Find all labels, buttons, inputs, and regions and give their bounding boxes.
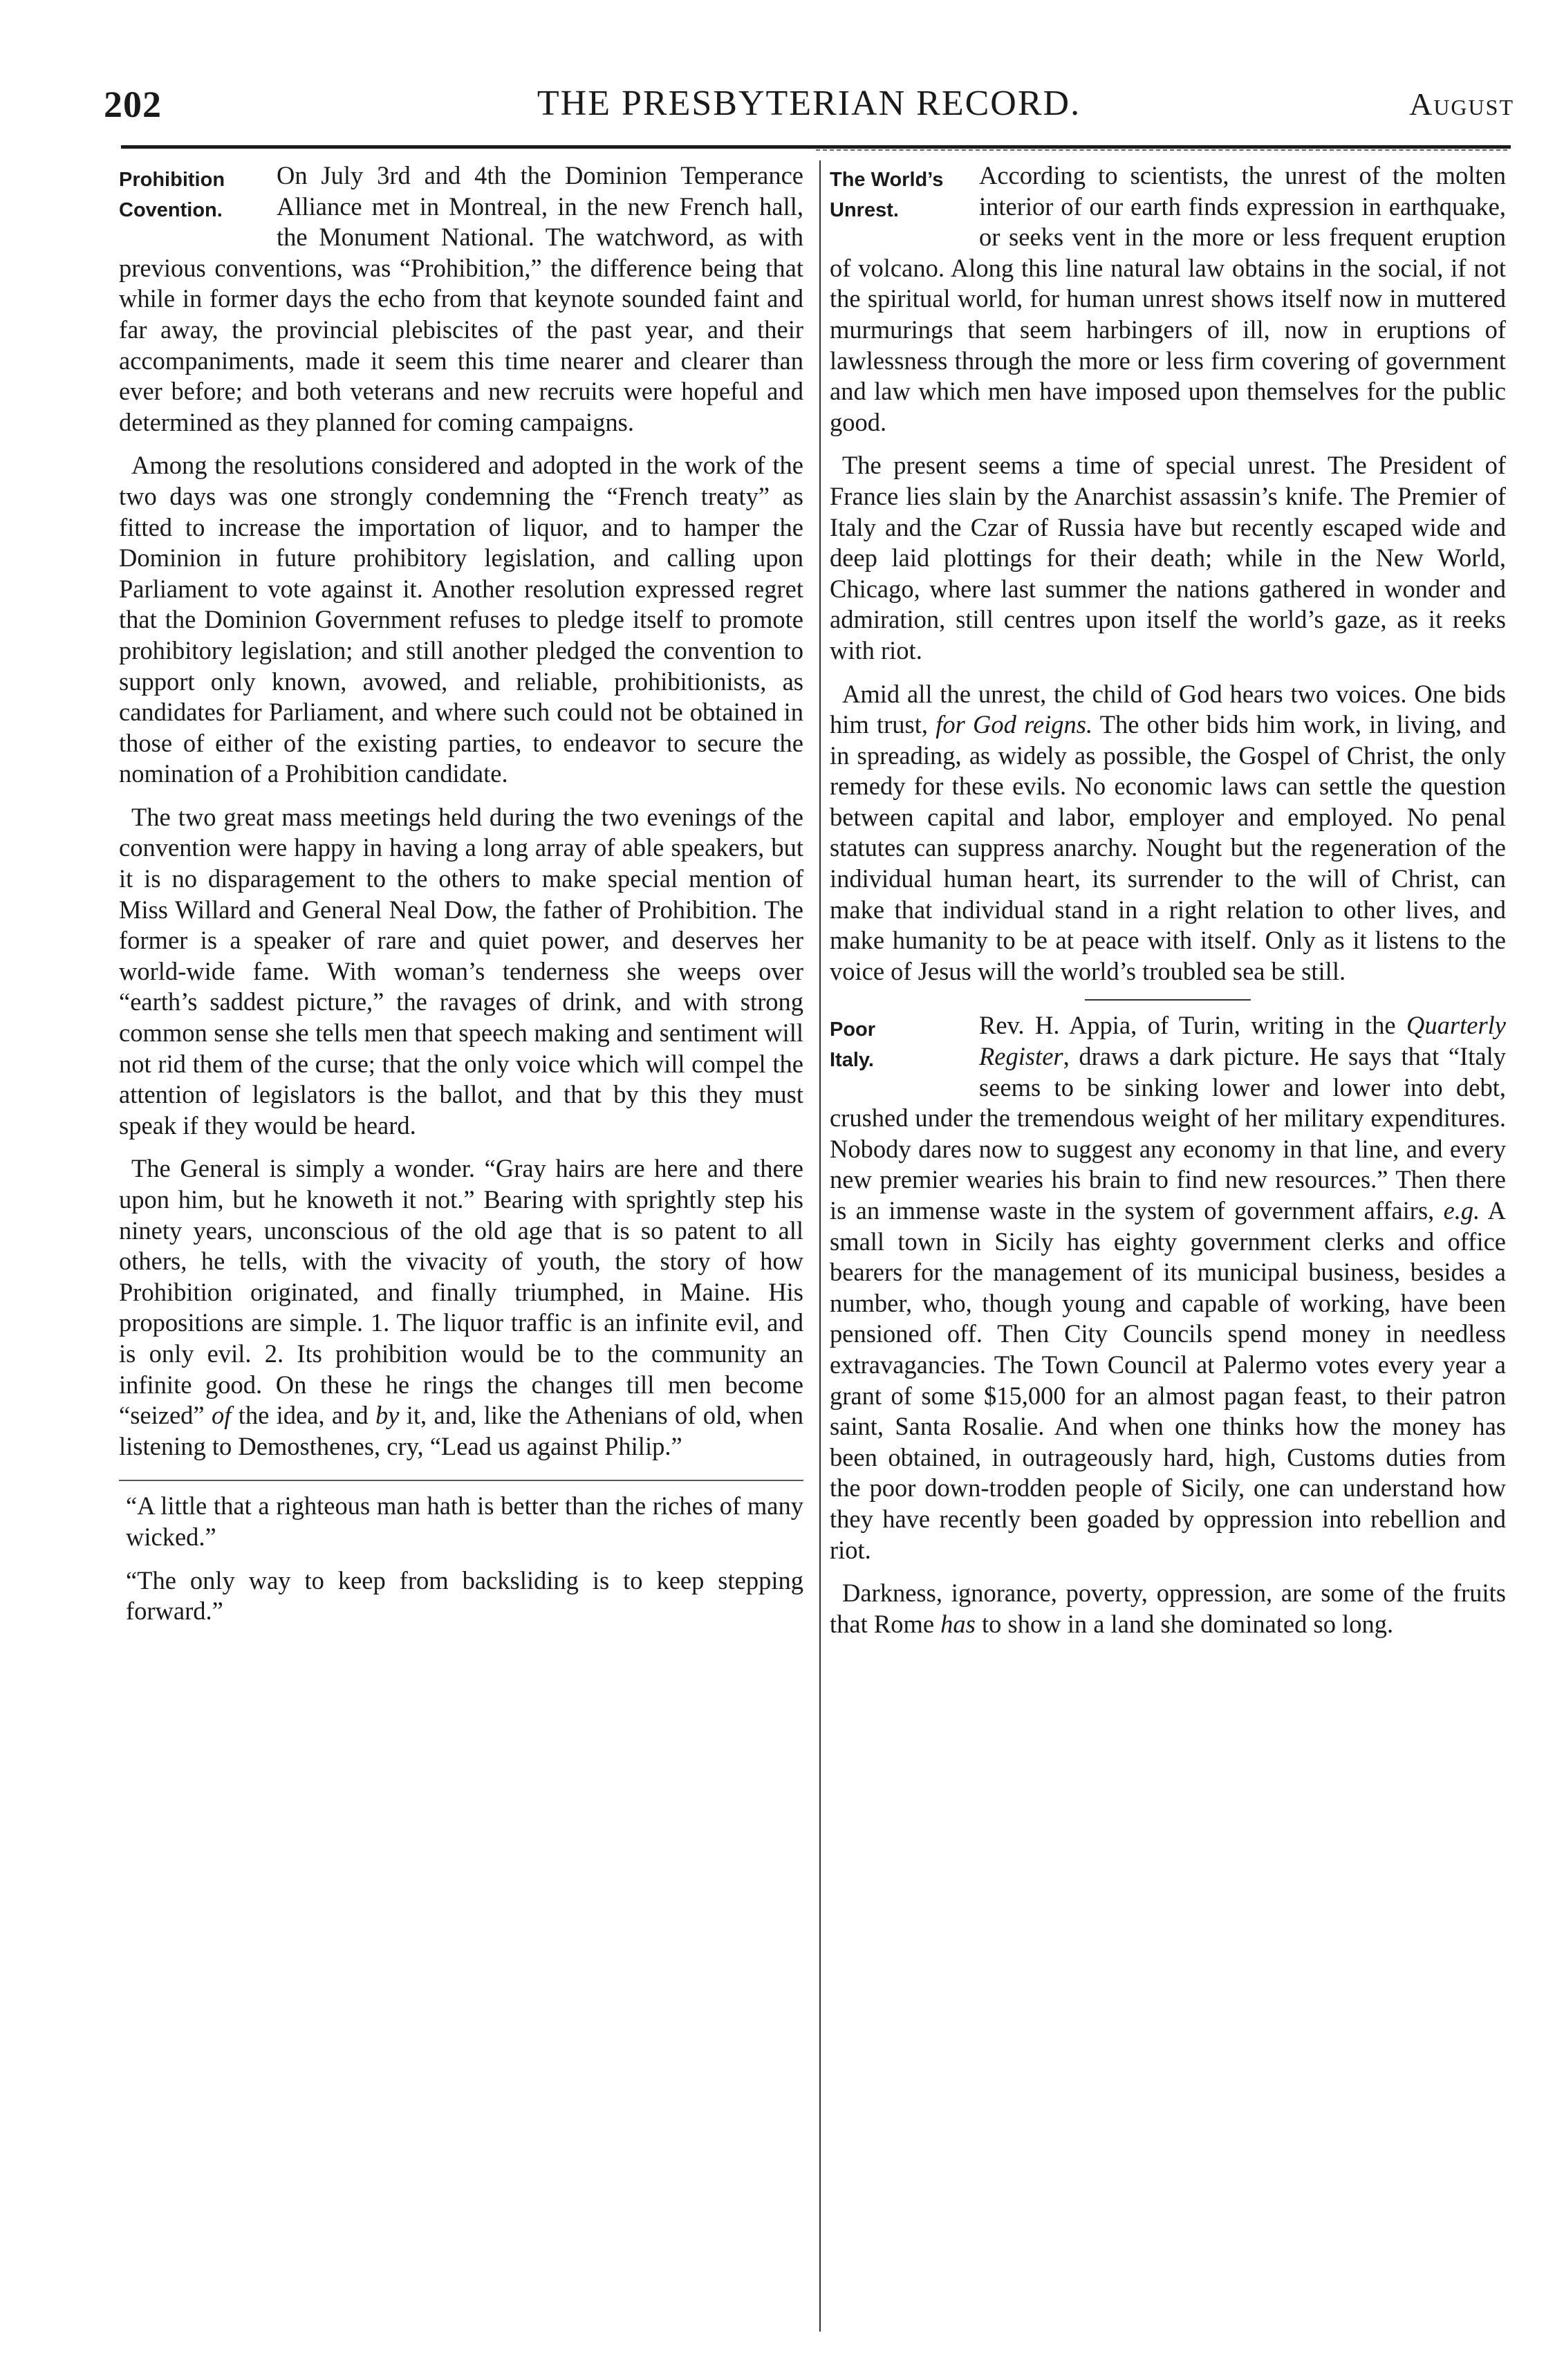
paragraph-general <box>119 1153 803 1462</box>
side-heading-line: The World’s <box>830 169 944 191</box>
quote: “A little that a righteous man hath is better than the riches of many wicked.” <box>126 1491 803 1551</box>
emphasis: Quarterly Register <box>979 1011 1506 1071</box>
text-run: , draws a dark picture. He says that “Italy seems to be sinking lower and lower into debt, crushed under the tremendous weight of her military expenditures. Nobody dares now to suggest any economy in that line, and every new premier wearies his brain to find new resources.” Then there is an immense waste in the system of government affairs, <box>830 1042 1506 1225</box>
right-column <box>830 160 1506 1652</box>
article-worlds-unrest <box>830 160 1506 987</box>
text-run: Darkness, ignorance, poverty, oppression, are some of the fruits that Rome <box>830 1579 1506 1638</box>
side-heading-line: Covention. <box>119 199 223 221</box>
emphasis: has <box>940 1609 976 1638</box>
journal-title: THE PRESBYTERIAN RECORD. <box>537 84 1081 123</box>
text-run: The General is simply a wonder. “Gray hairs are here and there upon him, but he knoweth it not.” Bearing with sprightly step his ninety years, unconscious of the old age that is so patent to all others, he tells, with the vivacity of youth, the story of how Prohibition originated, and finally triumphed, in Maine. His propositions are simple. 1. The liquor traffic is an infinite evil, and is only evil. 2. Its prohibition would be to the community an infinite good. On these he rings the changes till men become “seized” <box>119 1154 803 1430</box>
side-heading-poor-italy <box>830 1014 972 1075</box>
text-run: The other bids him work, in living, and in spreading, as widely as possible, the Gospel of Christ, the only remedy for these evils. No economic laws can settle the question between capital and labor, employer and employed. No penal statutes can suppress anarchy. Nought but the regeneration of the individual human heart, its surrender to the will of Christ, can make that individual stand in a right relation to other lives, and make humanity to be at peace with itself. Only as it listens to the voice of Jesus will the world’s troubled sea be still. <box>830 710 1506 985</box>
text-run: Amid all the unrest, the child of God hears two voices. One bids him trust, <box>830 679 1506 739</box>
side-heading-line: Italy. <box>830 1049 874 1072</box>
emphasis: for God reigns. <box>935 710 1093 739</box>
left-column <box>119 160 803 1639</box>
paragraph <box>830 1010 1506 1565</box>
side-heading-line: Unrest. <box>830 199 899 221</box>
paragraph: According to scientists, the unrest of the molten interior of our earth finds expression in earthquake, or seeks vent in the more or less frequent eruption of volcano. Along this line natural law obtains in the social, if not the spiritual world, for human unrest shows itself now in muttered murmurings that seem harbingers of ill, now in eruptions of lawlessness through the more or less firm covering of government and law which men have imposed upon themselves for the public good. <box>830 161 1506 436</box>
text-run: A small town in Sicily has eighty government clerks and office bearers for the management of its municipal business, besides a number, who, though young and capable of working, have been pensioned off. Then City Councils spend money in needless extravagancies. The Town Council at Palermo votes every year a grant of some $15,000 for an almost pagan feast, to their patron saint, Santa Rosalie. And when one thinks how the money has been obtained, in outrageously hard, high, Customs duties from the poor down-trodden people of Sicily, one can understand how they have recently been goaded by oppression into rebellion and riot. <box>830 1196 1506 1564</box>
issue-month: August <box>1409 86 1514 122</box>
header-rule <box>121 145 1511 149</box>
page-number: 202 <box>104 84 162 125</box>
paragraph <box>830 1578 1506 1639</box>
paragraph <box>830 679 1506 987</box>
section-divider <box>1085 999 1251 1001</box>
article-prohibition-convention <box>119 160 803 1462</box>
side-heading-worlds-unrest <box>830 165 972 225</box>
quote-divider <box>119 1480 803 1481</box>
quote: “The only way to keep from backsliding is to keep stepping forward.” <box>126 1565 803 1626</box>
text-run: Rev. H. Appia, of Turin, writing in the <box>979 1011 1407 1040</box>
paragraph: On July 3rd and 4th the Dominion Temperance Alliance met in Montreal, in the new French hall, the Monument National. The watchword, as with previous conventions, was “Prohibition,” the difference being that while in former days the echo from that keynote sounded faint and far away, the provincial plebiscites of the past year, and their accompaniments, made it seem this time nearer and clearer than ever before; and both veterans and new recruits were hopeful and determined as they planned for coming campaigns. <box>119 161 803 436</box>
paragraph: The present seems a time of special unrest. The President of France lies slain by the Anarchist assassin’s knife. The Premier of Italy and the Czar of Russia have but recently escaped wide and deep laid plottings for their death; while in the New World, Chicago, where last summer the nations gathered in wonder and admiration, still centres upon itself the world’s gaze, as it reeks with riot. <box>830 451 1506 664</box>
text-run: the idea, and <box>231 1401 375 1430</box>
paragraph: The two great mass meetings held during the two evenings of the convention were happy in having a long array of able speakers, but it is no disparagement to the others to make special mention of Miss Willard and General Neal Dow, the father of Prohibition. The former is a speaker of rare and quiet power, and deserves her world-wide fame. With woman’s tenderness she weeps over “earth’s saddest picture,” the ravages of drink, and with strong common sense she tells men that speech making and sentiment will not rid them of the curse; that the only voice which will compel the attention of legislators is the ballot, and that by this they must speak if they would be heard. <box>119 802 803 1140</box>
emphasis: of <box>211 1401 232 1430</box>
article-poor-italy <box>830 1010 1506 1639</box>
text-run: to show in a land she dominated so long. <box>975 1609 1394 1638</box>
side-heading-prohibition-convention <box>119 165 270 225</box>
emphasis: by <box>375 1401 400 1430</box>
side-heading-line: Poor <box>830 1019 876 1041</box>
text-run: it, and, like the Athenians of old, when listening to Demosthenes, cry, “Lead us against Philip.” <box>119 1401 803 1460</box>
paragraph: Among the resolutions considered and adopted in the work of the two days was one strongly condemning the “French treaty” as fitted to increase the importation of liquor, and to hamper the Dominion in future prohibitory legislation, and calling upon Parliament to vote against it. Another resolution expressed regret that the Dominion Government refuses to pledge itself to promote prohibitory legislation; and still another pledged the convention to support only known, avowed, and reliable, prohibitionists, as candidates for Parliament, and where such could not be obtained in those of either of the existing parties, to endeavor to secure the nomination of a Prohibition candidate. <box>119 451 803 788</box>
page-header <box>104 77 1514 133</box>
emphasis: e.g. <box>1443 1196 1480 1225</box>
header-rule-dashed <box>816 149 1507 151</box>
side-heading-line: Prohibition <box>119 169 225 191</box>
column-divider <box>819 160 821 2332</box>
